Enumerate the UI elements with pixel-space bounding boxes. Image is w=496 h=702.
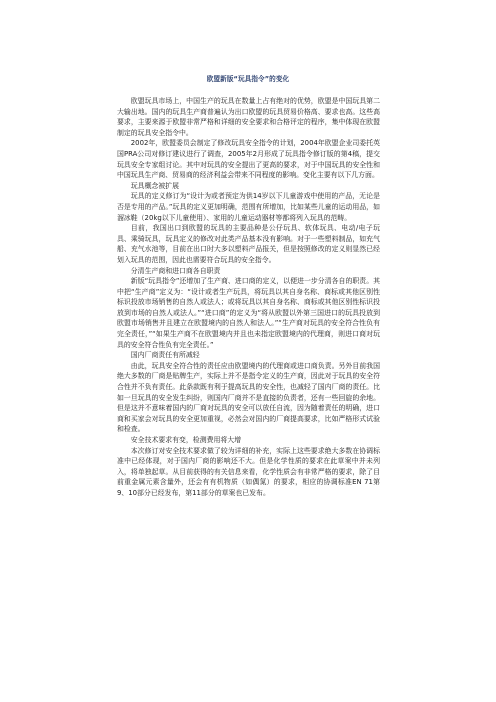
paragraph: 目前，我国出口到欧盟的玩具的主要品种是公仔玩具、软体玩具、电动/电子玩具、乘骑玩具，玩具定义的修改对此类产品基本没有影响。对于一些塑料制品，如充气船、充气水池等，目前在出口时大多以塑料产品报关，但是按照修改的定义则显然已经划入玩具的范围，因此也需要符合玩具的安全指令。 xyxy=(117,224,380,264)
section-heading: 分清生产商和进口商各自职责 xyxy=(130,266,221,275)
paragraph: 新版“玩具指令”还增加了生产商、进口商的定义，以便进一步分清各自的职责。其中把“生产商”定义为：“设计或者生产玩具，将玩具以其自身名称、商标或其他区别性标识投放市场销售的自然人或法人；或将玩具以其自身名称、商标或其他区别性标识投放到市场的自然人或法人。”“进口商”的定义为“将从欧盟以外第三国进口的玩具投放到欧盟市场销售并且建立在欧盟境内的自然人和法人。”“生产商对玩具的安全符合性负有完全责任，”“如果生产商不在欧盟境内并且也未指定欧盟境内的代理商，则进口商对玩具的安全符合性负有完全责任。” xyxy=(117,277,380,349)
section-heading: 国内厂商责任有所减轻 xyxy=(130,351,200,360)
document-body xyxy=(117,96,380,499)
document-title: 欧盟新版“玩具指令”的变化 xyxy=(206,75,290,83)
paragraph: 由此，玩具安全符合性的责任应由欧盟境内的代理商或进口商负责。另外目前我国绝大多数的厂商是贴牌生产，实际上并不是指令定义的生产商，因此对于玩具的安全符合性并不负有责任。此条款既有利于提高玩具的安全性，也减轻了国内厂商的责任。比如一旦玩具的安全发生纠纷，则国内厂商并不是直接的负责者，还有一些回旋的余地。但是这并不意味着国内的厂商对玩具的安全可以放任自流，因为随着责任的明确，进口商和买家会对玩具的安全更加重视，必然会对国内的厂商提高要求，比如严格形式试验和检查。 xyxy=(117,361,380,434)
paragraph: 欧盟玩具市场上，中国生产的玩具在数量上占有绝对的优势，欧盟是中国玩具第二大输出地。国内的玩具生产商普遍认为出口欧盟的玩具贸易价格高、要求也高。这些高要求，主要来源于欧盟非常严格和详细的安全要求和合格评定的程序，集中体现在欧盟制定的玩具安全指令中。 xyxy=(117,97,380,137)
paragraph: 本次修订对安全技术要求做了较为详细的补充，实际上这些要求绝大多数在协调标准中已经体现，对于国内厂商的影响还不大。但是化学性质的要求在此草案中并未列入，将单独起草。从目前获得的有关信息来看，化学性质会有非常严格的要求，除了目前重金属元素含量外，还会有有机物质（如偶氮）的要求，相应的协调标准EN 71第9、10部分已经发布，第11部分的草案也已发布。 xyxy=(117,446,380,497)
paragraph: 玩具的定义修订为“设计为或者预定为供14岁以下儿童游戏中使用的产品，无论是否是专用的产品。”玩具的定义更加明确，范围有所增加，比如某些儿童的运动用品，如溜冰鞋（20kg以下儿童使用）、家用的儿童运动器材等都将列入玩具的范畴。 xyxy=(117,192,380,222)
paragraph: 2002年，欧盟委员会制定了修改玩具安全指令的计划，2004年欧盟企业司委托英国PRA公司对修订建议进行了调查，2005年2月形成了玩具指令修订版的第4稿，提交玩具安全专家组讨论。其中对玩具的安全提出了更高的要求，对于中国玩具的安全性和中国玩具生产商、贸易商的经济利益会带来不同程度的影响。变化主要有以下几方面。 xyxy=(117,139,380,180)
section-heading: 安全技术要求有变，检测费用将大增 xyxy=(130,436,242,444)
section-heading: 玩具概念被扩展 xyxy=(130,181,180,190)
